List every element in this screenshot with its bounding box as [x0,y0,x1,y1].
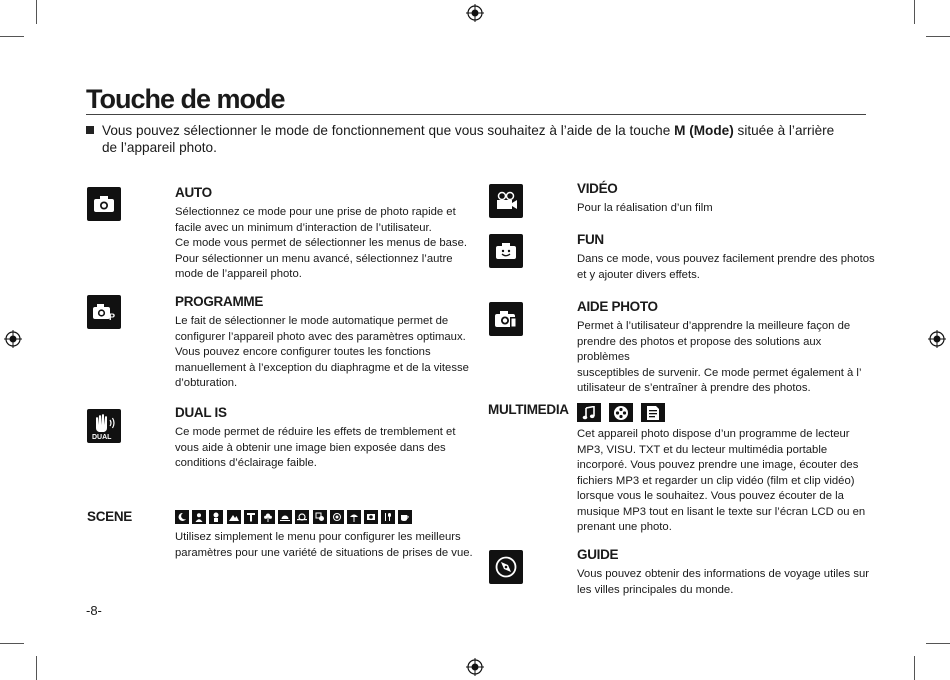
children-icon [209,510,223,524]
fun-description [577,252,877,283]
aide-photo-heading: AIDE PHOTO [577,299,658,314]
programme-description [175,314,470,392]
text-line: mode de l’appareil photo. [175,268,302,280]
film-reel-icon [609,403,633,422]
portrait-icon [192,510,206,524]
text-line: Pour la réalisation d’un film [577,202,713,214]
fun-heading: FUN [577,232,604,247]
intro-paragraph [86,122,846,156]
fun-camera-icon [489,234,523,268]
crop-mark [36,656,37,680]
dual-is-description [175,425,470,472]
cafe-icon [398,510,412,524]
crop-mark [0,643,24,644]
multimedia-description [577,427,877,536]
text-line: Ce mode permet de réduire les effets de tremblement et [175,426,456,438]
text-line: paramètres pour une variété de situations de prises de vue. [175,546,473,559]
text-line: fichiers MP3 et regarder un clip vidéo (film et clip vidéo) [577,474,855,487]
music-note-icon [577,403,601,422]
multimedia-label: MULTIMEDIA [488,402,569,417]
scene-label: SCENE [87,509,133,524]
intro-key-name: M (Mode) [674,123,734,138]
crop-mark [926,643,950,644]
registration-mark-icon [466,4,484,22]
text-line: et y ajouter divers effets. [577,268,700,281]
registration-mark-icon [4,330,22,348]
dual-is-icon-label: DUAL [92,434,112,440]
crop-mark [926,36,950,37]
svg-text:P: P [109,312,116,321]
text-line: prenant une photo. [577,521,672,533]
text-line: vous aide à obtenir une image bien exposée dans des [175,441,446,454]
guide-heading: GUIDE [577,547,619,562]
text-line: les villes principales du monde. [577,583,734,596]
video-description [577,201,877,217]
food-icon [381,510,395,524]
compass-icon [489,550,523,584]
text-line: MP3, VISU. TXT et du lecteur multimédia portable [577,443,828,456]
video-heading: VIDÉO [577,181,618,196]
close-up-icon [261,510,275,524]
text-line: manuellement à l’exception du diaphragme et de la vitesse [175,361,469,374]
square-bullet-icon [86,126,94,134]
text-line: Permet à l’utilisateur d’apprendre la meilleure façon de [577,320,851,332]
text-line: conditions d’éclairage faible. [175,457,317,469]
intro-text-end: située à l’arrière de l’appareil photo. [102,123,835,155]
text-line: musique MP3 tout en lisant le texte sur l’écran LCD ou en [577,505,866,518]
dawn-icon [295,510,309,524]
text-line: Dans ce mode, vous pouvez facilement prendre des photos [577,253,875,265]
text-line: prendre des photos et propose des solutions aux problèmes [577,335,822,363]
text-line: incorporé. Vous pouvez prendre une image, écouter des [577,459,859,471]
text-line: Ce mode vous permet de sélectionner les menus de base. [175,237,467,249]
text-line: facile avec un minimum d’interaction de l’utilisateur. [175,221,432,234]
backlight-icon [313,510,327,524]
title-divider [86,114,866,115]
text-icon [244,510,258,524]
text-document-icon [641,403,665,422]
text-line: utilisateur de s’entraîner à prendre des photos. [577,382,811,394]
text-line: Le fait de sélectionner le mode automatique permet de [175,315,449,327]
auto-description [175,205,470,283]
intro-text: Vous pouvez sélectionner le mode de fonctionnement que vous souhaitez à l’aide de la touche [102,123,675,138]
text-line: susceptibles de survenir. Ce mode permet également à l’ [577,366,862,379]
beach-snow-icon [347,510,361,524]
text-line: Vous pouvez encore configurer toutes les fonctions [175,346,431,358]
registration-mark-icon [928,330,946,348]
page-number: -8- [86,603,102,618]
scene-icon-row [175,510,412,524]
text-line: lorsque vous le souhaitez. Vous pouvez écouter de la [577,490,844,502]
night-icon [175,510,189,524]
text-line: Utilisez simplement le menu pour configurer les meilleurs [175,531,461,543]
guide-description [577,567,877,598]
landscape-icon [227,510,241,524]
sunset-icon [278,510,292,524]
dual-is-hand-icon [87,409,121,443]
fireworks-icon [330,510,344,524]
text-line: configurer l’appareil photo avec des paramètres optimaux. [175,330,466,343]
text-line: Vous pouvez obtenir des informations de voyage utiles sur [577,568,870,580]
crop-mark [914,0,915,24]
camera-program-icon [87,295,121,329]
self-shot-icon [364,510,378,524]
photo-help-icon [489,302,523,336]
aide-photo-description [577,319,877,397]
dual-is-heading: DUAL IS [175,405,227,420]
scene-description [175,530,475,561]
crop-mark [914,656,915,680]
crop-mark [36,0,37,24]
programme-heading: PROGRAMME [175,294,264,309]
registration-mark-icon [466,658,484,676]
text-line: Pour sélectionner un menu avancé, sélectionnez l’autre [175,252,453,265]
page-title: Touche de mode [86,84,285,114]
text-line: Cet appareil photo dispose d’un programme de lecteur [577,428,850,440]
text-line: d’obturation. [175,377,238,389]
camera-icon [87,187,121,221]
multimedia-icon-row [577,403,665,422]
movie-camera-icon [489,184,523,218]
text-line: Sélectionnez ce mode pour une prise de photo rapide et [175,206,456,218]
auto-heading: AUTO [175,185,212,200]
crop-mark [0,36,24,37]
